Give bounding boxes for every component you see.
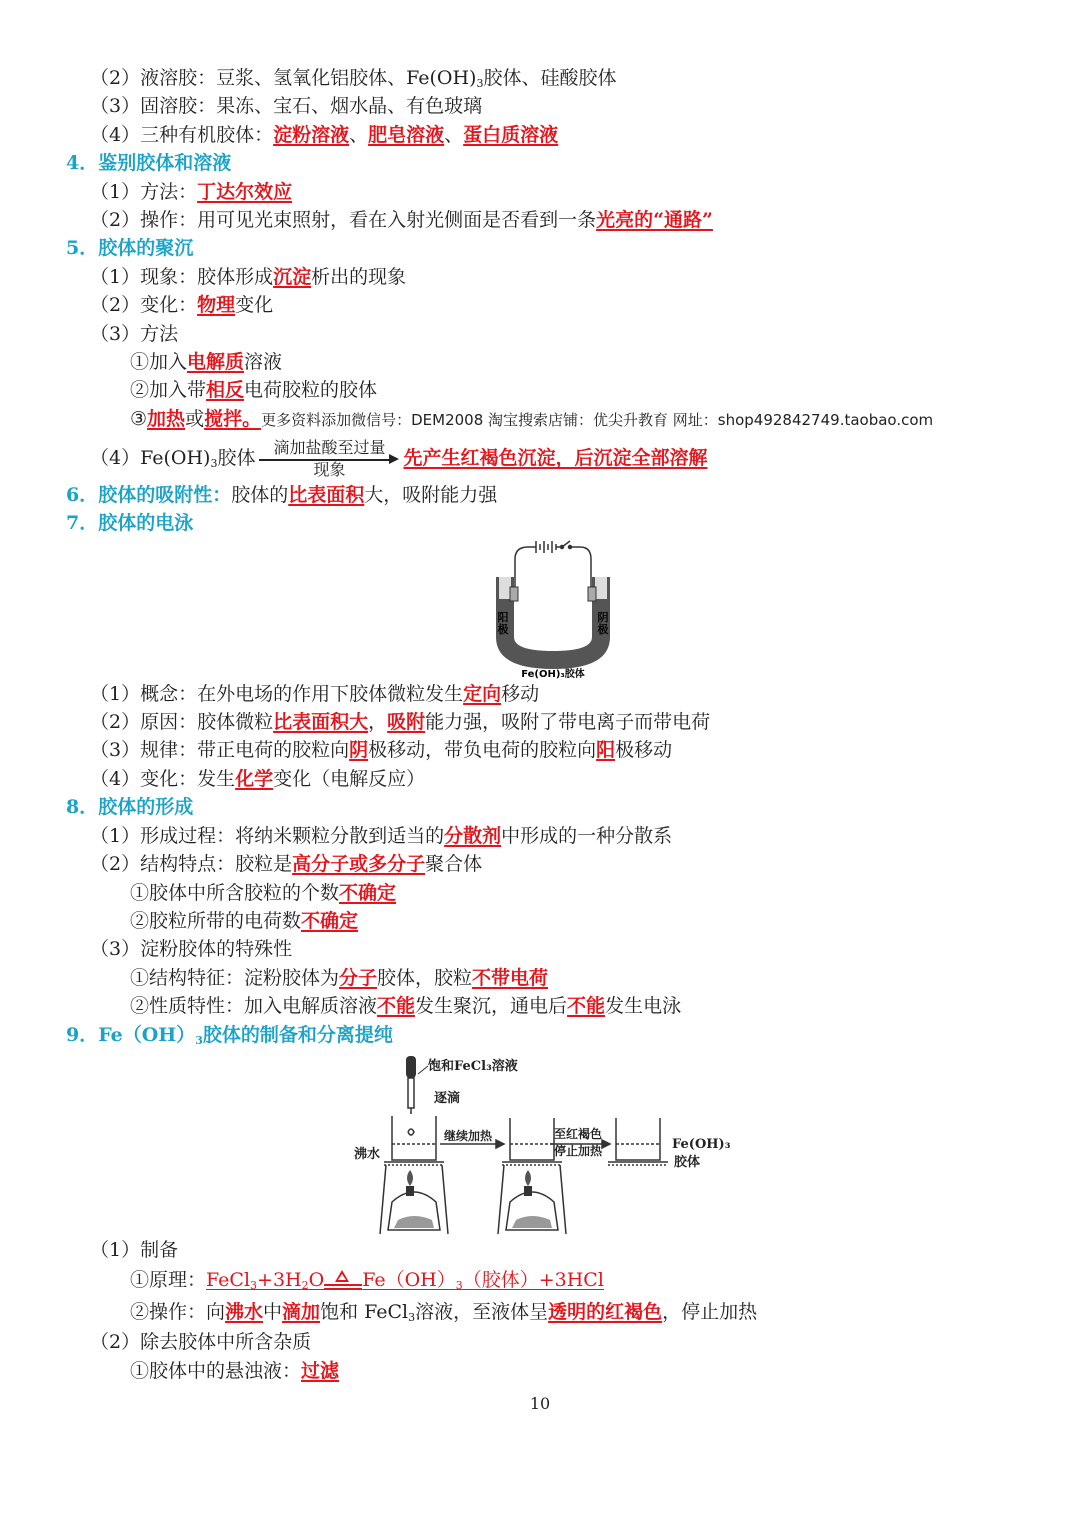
line-text: （2）液溶胶：豆浆、氢氧化铝胶体、Fe(OH) [90,67,477,89]
alcohol-lamps [388,1170,558,1230]
step2b-label: 停止加热 [554,1144,603,1158]
answer: 物理 [197,294,236,316]
line-text: 饱和 FeCl [320,1301,409,1323]
line-text: ①结构特征：淀粉胶体为 [130,967,340,989]
answer: 沸水 [225,1301,264,1323]
line-text: （2）变化： [90,294,198,316]
line-text: ①原理： [130,1269,207,1291]
line-feoh3-hcl [90,438,707,484]
line-text: 能力强，吸附了带电离子而带电荷 [425,711,711,733]
answer: 比表面积 [288,484,365,506]
equals-line [324,1284,362,1286]
answer: 淀粉溶液 [273,124,350,146]
line-solid-sol: （3）固溶胶：果冻、宝石、烟水晶、有色玻璃 [90,95,483,117]
heading-text: 胶体的制备和分离提纯 [202,1024,393,1046]
line-operation-prep [130,1300,757,1330]
answer: 电解质 [187,351,245,373]
preparation-diagram [340,1052,740,1238]
line-suspension [130,1359,339,1383]
electrophoresis-diagram [488,537,618,679]
line-text: （4）变化：发生 [90,768,236,790]
line-starch-2 [130,994,681,1018]
line-text: （2）操作：用可见光束照射，看在入射光侧面是否看到一条 [90,209,597,231]
answer: 分散剂 [444,825,502,847]
line-text: 极移动 [615,739,673,761]
line-text: 胶体的 [231,484,289,506]
answer: 不能 [377,995,416,1017]
answer: 先产生红褐色沉淀，后沉淀全部溶解 [403,447,708,469]
line-structure-1 [130,881,396,905]
separator: 、 [349,124,369,146]
arrow-condition: 滴加盐酸至过量 [273,438,386,457]
section-heading-4: 4．鉴别胶体和溶液 [66,152,232,174]
line-text: 发生聚沉，通电后 [415,995,568,1017]
line-method [90,180,292,204]
answer: 不确定 [301,910,359,932]
delta-inner [338,1274,346,1280]
line-starch-title: （3）淀粉胶体的特殊性 [90,938,293,960]
line-text: ①胶体中的悬浊液： [130,1360,302,1382]
answer: 阳 [596,739,616,761]
answer: 定向 [463,683,502,705]
heading-label: 6．胶体的吸附性： [66,484,232,506]
boiling-water-label: 沸水 [354,1147,381,1162]
answer: 化学 [235,768,274,790]
subscript: 3 [455,1279,463,1292]
step1-label: 继续加热 [444,1129,493,1143]
line-electrophoresis-change [90,767,425,791]
reagent-label: 饱和FeCl₃溶液 [428,1059,518,1074]
answer: 分子 [339,967,378,989]
line-preparation-title: （1）制备 [90,1239,179,1261]
colloid-caption: Fe(OH)₃胶体 [521,669,585,679]
line-text: （1）方法： [90,181,198,203]
line-text: （4）Fe(OH) [90,447,211,469]
line-text: 胶体，胶粒 [377,967,473,989]
answer: 阴 [349,739,369,761]
line-phenomenon [90,265,406,289]
answer: 肥皂溶液 [368,124,445,146]
line-text: ②加入带 [130,379,207,401]
line-impurity-title: （2）除去胶体中所含杂质 [90,1331,312,1353]
line-text: 溶液 [244,351,283,373]
line-starch-1 [130,966,548,990]
answer: 沉淀 [273,266,312,288]
section-heading-9 [66,1023,393,1053]
line-formation [90,824,672,848]
line-method-3 [130,407,933,432]
line-text: 大，吸附能力强 [364,484,498,506]
cathode-label: 阴极 [597,611,609,636]
line-text: 析出的现象 [311,266,407,288]
product-a-label: Fe(OH)₃ [672,1137,731,1152]
line-method-1 [130,350,282,374]
answer: 相反 [206,379,245,401]
heading-text: 9．Fe（OH） [66,1024,196,1046]
answer: 不确定 [339,882,397,904]
line-text: （4）三种有机胶体： [90,124,274,146]
separator: 、 [444,124,464,146]
equation-reactant [206,1269,324,1291]
answer: 丁达尔效应 [197,181,293,203]
line-text: ， [368,711,388,733]
formula: Fe（OH） [362,1269,456,1291]
line-text: 变化（电解反应） [273,768,426,790]
line-text: （2）原因：胶体微粒 [90,711,274,733]
line-structure-2 [130,909,358,933]
line-text: 中形成的一种分散系 [501,825,673,847]
line-method-2 [130,378,377,402]
line-text: 发生电泳 [605,995,682,1017]
formula: （胶体）+3HCl [462,1269,604,1291]
line-text: 中 [263,1301,283,1323]
subscript: 3 [210,457,218,470]
line-text: （1）形成过程：将纳米颗粒分散到适当的 [90,825,445,847]
subscript: 3 [250,1279,258,1292]
line-text: ③ [130,408,148,430]
answer: 吸附 [387,711,426,733]
line-text: ①胶体中所含胶粒的个数 [130,882,340,904]
line-text: 移动 [501,683,540,705]
promo-text: 更多资料添加微信号：DEM2008 淘宝搜索店铺：优尖升教育 网址：shop492842749.taobao.com [261,411,934,429]
reaction-arrow [259,439,399,479]
heat-delta-icon [324,1270,362,1292]
answer: 高分子或多分子 [292,853,426,875]
answer: 透明的红褐色 [548,1301,663,1323]
subscript: 3 [476,77,484,90]
anode-label: 阳极 [497,611,509,636]
line-text: ①加入 [130,351,188,373]
line-concept [90,682,539,706]
answer: 不带电荷 [472,967,549,989]
line-principle [130,1268,604,1298]
answer: 光亮的“通路” [596,209,713,231]
line-text: 极移动，带负电荷的胶粒向 [368,739,597,761]
answer: 比表面积大 [273,711,369,733]
product-b-label: 胶体 [674,1155,701,1170]
line-operation [90,208,713,232]
line-text: 变化 [235,294,274,316]
line-text: ②操作：向 [130,1301,226,1323]
answer: 蛋白质溶液 [463,124,559,146]
line-text: 电荷胶粒的胶体 [244,379,378,401]
answer: 不能 [567,995,606,1017]
line-methods-title: （3）方法 [90,323,179,345]
arrow-label: 现象 [313,460,346,479]
answer: 滴加 [282,1301,321,1323]
beakers [392,1116,660,1160]
formula: FeCl [206,1269,251,1291]
u-tube [496,577,610,669]
section-heading-7: 7．胶体的电泳 [66,512,194,534]
answer: 过滤 [301,1360,340,1382]
dropwise-label: 逐滴 [434,1091,461,1106]
equals-line [324,1288,362,1290]
line-text: 或 [185,408,205,430]
line-liquid-sol [90,66,616,96]
line-text: 胶体 [217,447,256,469]
line-reason [90,710,710,734]
line-text: ②胶粒所带的电荷数 [130,910,302,932]
line-text: 胶体、硅酸胶体 [483,67,617,89]
line-text: ②性质特性：加入电解质溶液 [130,995,378,1017]
page-number: 10 [529,1394,551,1413]
line-text: ，停止加热 [662,1301,758,1323]
formula: +3H [257,1269,302,1291]
line-text: 溶液，至液体呈 [415,1301,549,1323]
answer: 加热 [147,408,186,430]
dropper-icon [406,1056,428,1114]
line-text: （2）结构特点：胶粒是 [90,853,293,875]
electric-circuit [515,541,591,589]
formula: O [308,1269,325,1291]
answer: 搅拌。 [204,408,262,430]
line-rule [90,738,672,762]
line-change [90,293,273,317]
line-text: （1）现象：胶体形成 [90,266,274,288]
line-text: 聚合体 [425,853,483,875]
equation-product [362,1269,604,1291]
subscript: 2 [301,1279,309,1292]
section-heading-8: 8．胶体的形成 [66,796,194,818]
subscript: 3 [408,1311,416,1324]
section-heading-6 [66,483,497,507]
subscript: 3 [195,1034,203,1047]
line-structure [90,852,482,876]
line-organic-colloids [90,123,558,147]
line-text: （3）规律：带正电荷的胶粒向 [90,739,350,761]
section-heading-5: 5．胶体的聚沉 [66,237,194,259]
line-text: （1）概念：在外电场的作用下胶体微粒发生 [90,683,464,705]
step2a-label: 至红褐色 [554,1127,603,1141]
